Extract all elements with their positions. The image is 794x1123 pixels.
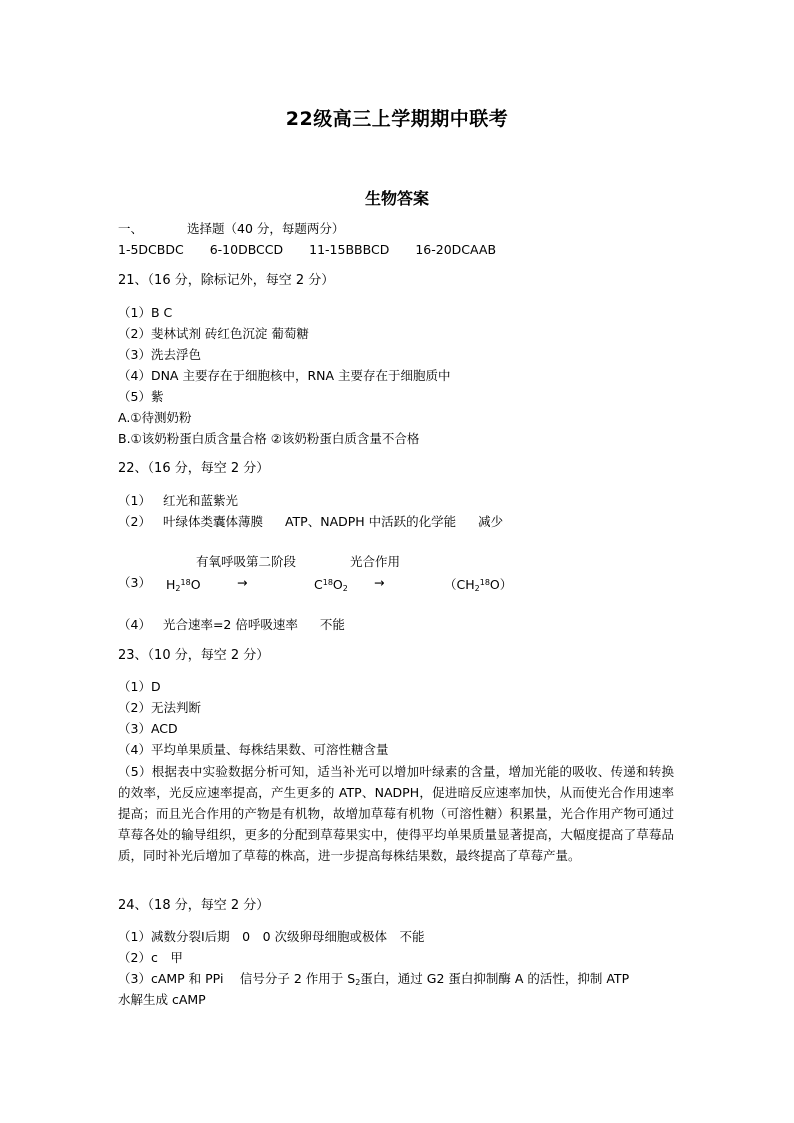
q21-item-3: （3）洗去浮色 — [118, 347, 201, 362]
q22-item-1-number: （1） — [118, 493, 151, 508]
q22-arrow-label-1: 有氧呼吸第二阶段 — [196, 554, 297, 569]
q22-item-1 — [118, 492, 238, 510]
q24-heading: 24、（18 分，每空 2 分） — [118, 898, 270, 913]
q21-part-a: A.①待测奶粉 — [118, 410, 192, 425]
q21-item-2: （2）斐林试剂 砖红色沉淀 葡萄糖 — [118, 326, 309, 341]
formula-h2o: $H_2^{18}O$ — [166, 577, 201, 593]
q22-arrow-label-2: 光合作用 — [350, 554, 401, 569]
q22-item-3-number: （3） — [118, 575, 151, 590]
mc-answer: 1-5DCBDC — [118, 242, 184, 257]
q24-item-3: （3）cAMP 和 PPi 信号分子 2 作用于 $S_2$蛋白，通过 G2 蛋白抑制酶 A 的活性，抑制 ATP — [118, 971, 630, 987]
arrow-icon: → — [374, 575, 385, 590]
q22-item-2-number: （2） — [118, 514, 151, 529]
q21-item-1: （1）B C — [118, 305, 173, 320]
q22-item-4 — [118, 616, 345, 634]
formula-co2: $C^{18}O_2$ — [314, 577, 348, 593]
mc-answer: 6-10DBCCD — [209, 242, 284, 257]
q23-item-2: （2）无法判断 — [118, 700, 201, 715]
q23-heading: 23、（10 分，每空 2 分） — [118, 648, 270, 663]
mc-answers-row — [118, 241, 496, 259]
section-1-title: 选择题（40 分，每题两分） — [187, 221, 345, 236]
q21-item-5: （5）紫 — [118, 389, 164, 404]
q21-part-b: B.①该奶粉蛋白质含量合格 ②该奶粉蛋白质含量不合格 — [118, 431, 420, 446]
page-title: 22级高三上学期期中联考 — [285, 108, 509, 130]
q23-item-4: （4）平均单果质量、每株结果数、可溶性糖含量 — [118, 742, 389, 757]
q22-item-1-text: 红光和蓝紫光 — [162, 493, 238, 508]
formula-ch2o: $(CH_2^{18}O)$ — [444, 577, 513, 593]
q24-item-2: （2）c 甲 — [118, 950, 183, 965]
page-subtitle: 生物答案 — [364, 189, 429, 208]
q24-item-1: （1）减数分裂Ⅰ后期 0 0 次级卵母细胞或极体 不能 — [118, 929, 425, 944]
mc-answer: 16-20DCAAB — [415, 242, 497, 257]
q22-item-2-answer-c: 减少 — [478, 514, 504, 529]
arrow-icon: → — [237, 575, 248, 590]
q22-item-2 — [118, 513, 503, 531]
q22-heading: 22、（16 分，每空 2 分） — [118, 461, 270, 476]
section-1-number: 一、 — [118, 221, 144, 236]
q22-item-4-number: （4） — [118, 617, 151, 632]
q21-heading: 21、（16 分，除标记外，每空 2 分） — [118, 273, 335, 288]
mc-answer: 11-15BBBCD — [309, 242, 390, 257]
q22-item-4-answer-b: 不能 — [319, 617, 345, 632]
q23-item-5-paragraph: （5）根据表中实验数据分析可知，适当补光可以增加叶绿素的含量，增加光能的吸收、传递和转换的效率，光反应速率提高，产生更多的 ATP、NADPH，促进暗反应速率加快，从而使光合作用速率提高；而且光合作用的产物是有机物，故增加草莓有机物（可溶性糖）积累量，光合作用产物可通过草莓各处的输导组织，更多的分配到草莓果实中，使得平均单果质量显著提高，大幅度提高了草莓品质，同时补光后增加了草莓的株高，进一步提高每株结果数，最终提高了草莓产量。 — [118, 764, 674, 863]
q24-item-3-continued: 水解生成 cAMP — [118, 992, 206, 1007]
q22-item-2-answer-b: ATP、NADPH 中活跃的化学能 — [284, 514, 457, 529]
q22-item-2-answer-a: 叶绿体类囊体薄膜 — [162, 514, 263, 529]
q23-item-1: （1）D — [118, 679, 161, 694]
q23-item-3: （3）ACD — [118, 721, 178, 736]
q22-item-4-answer-a: 光合速率=2 倍呼吸速率 — [162, 617, 298, 632]
q21-item-4: （4）DNA 主要存在于细胞核中，RNA 主要存在于细胞质中 — [118, 368, 451, 383]
section-1-heading — [118, 220, 344, 238]
